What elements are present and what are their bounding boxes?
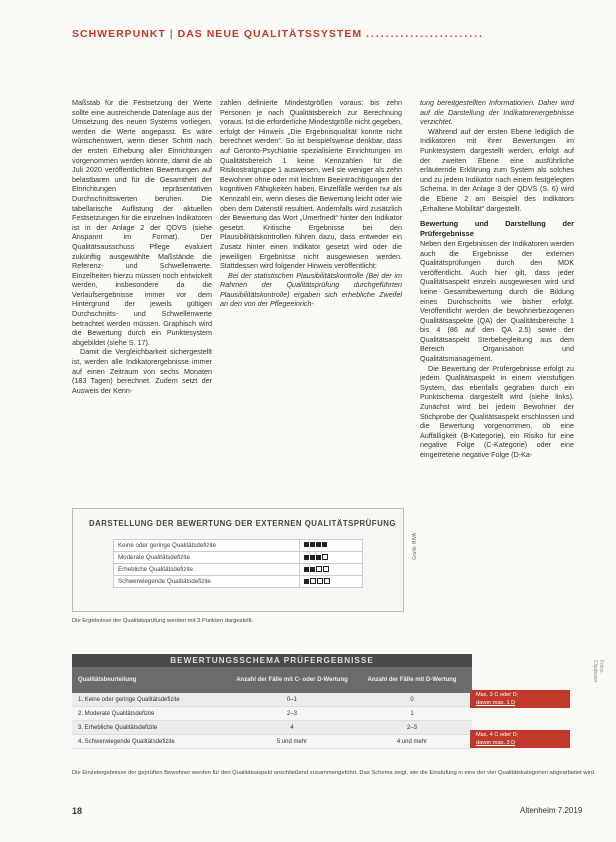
- paragraph: Damit die Vergleichbarkeit sichergestellt ist, werden alle Indikatorergebnisse immer auf einen Zeitraum von sechs Monaten (183 Tagen) berechnet. Zudem setzt der Ausweis der Kenn-: [72, 347, 212, 395]
- paragraph: Die Bewertung der Prüfergebnisse erfolgt zu jedem Qualitätsaspekt in einem vierstufigen System, das ebenfalls gegraben durch ein Punktschema dargestellt wird (siehe links). Zunächst wird bei jedem Bewohner der Stichprobe der Qualitätsaspekt erschlossen und die Bewertung vorgenommen, ob eine Auffälligkeit (B-Kategorie), ein Risiko für eine negative Folge (C-Kategorie) oder eine eingetretene negative Folge (D-Ka-: [420, 363, 574, 459]
- graphic-credit: Grafik: BIVA: [412, 532, 418, 560]
- rating-legend-table: [113, 539, 363, 588]
- filled-square: [310, 555, 315, 560]
- empty-square: [310, 578, 316, 584]
- scheme-header-cell: Qualitätsbeurteilung: [78, 677, 137, 683]
- filled-square: [310, 567, 315, 572]
- filled-square: [304, 542, 309, 547]
- scheme-cell: 1. Keine oder geringe Qualitätsdefizite: [78, 696, 180, 703]
- callout-line: Max. 3 C oder D,: [476, 692, 519, 698]
- scheme-table: [72, 654, 472, 749]
- empty-square: [323, 566, 329, 572]
- scheme-cell: 2. Moderate Qualitätsdefizite: [78, 710, 155, 717]
- filled-square: [322, 542, 327, 547]
- rating-squares: [300, 552, 363, 564]
- rating-legend-title: DARSTELLUNG DER BEWERTUNG DER EXTERNEN QUALITÄTSPRÜFUNG: [89, 519, 396, 528]
- text-column-2: [220, 98, 402, 309]
- scheme-cell: 2–3: [286, 710, 297, 717]
- callout-line: davon max. 3 D: [476, 740, 516, 746]
- empty-square: [324, 578, 330, 584]
- paragraph: zahlen definierte Mindestgrößen voraus: bis zehn Personen je nach Qualitätsbereich zur Berechnung voraus. Ist die erforderliche Mindestgröße nicht gegeben, erfolgt der Hinweis „Die Ergebnisqualität konnte nicht berechnet werden“. So ist beispielsweise denkbar, dass auf Geronto-Psychiatrie spezialisierte Einrichtungen im Qualitätsbereich 1 keine Kennzahlen für die Risikostratgruppe 1 ausweisen, weil sie weniger als zehn Bewohner ohne oder mit leichten Beeinträchtigungen der kognitiven Fähigkeiten haben. Einzelfälle werden nur als Kennzahl ein, wenn dieses die Bewertung leicht oder wie oben dem Datenstil resultiert. Andernfalls wird zusätzlich der Bewertung das Wort „Umerfriedt“ hinter den Indikator gesetzt. Kritische Ergebnisse bei den Plausibilitätskontrollen führen dazu, dass entweder ein Zusatz hinter einen Indikator gesetzt wird oder die jeweiligen Ergebnisse nicht ausgewiesen werden. Stattdessen wird folgender Hinweis veröffentlicht:: [220, 98, 402, 271]
- text-column-3: [420, 98, 574, 460]
- scheme-cell: 5 und mehr: [276, 738, 308, 745]
- photo-credit: Fotos: Clipdealer: [592, 660, 604, 683]
- scheme-row: [72, 707, 472, 721]
- rating-squares: [300, 540, 363, 552]
- paragraph: Während auf der ersten Ebene lediglich die Indikatoren mit ihrer Bewertungen im Punktesystem dargestellt werden, erfolgt auf der zweiten Ebene eine ausführliche erläuternde Erklärung zum System als solches und zu jedem Indikator nach einem festgelegten Schema. In der Anlage 3 der QDVS (S. 6) wird die Ebene 2 am Beispiel des Indikators „Erhaltene Mobilität“ dargestellt.: [420, 126, 574, 213]
- rating-label: Moderate Qualitätsdefizite: [114, 552, 300, 564]
- scheme-caption: Die Einzelergebnisse der geprüften Bewohner werden für den Qualitätsaspekt anschließend zusammengeführt. Das Schema zeigt, wie die Einstufung in eine der vier Qualitätskategorien abgearbeitet wird.: [72, 770, 596, 776]
- section-header: [72, 28, 602, 42]
- filled-square: [310, 542, 315, 547]
- subheading: Bewertung und Darstellung der Prüfergebnisse: [420, 219, 574, 238]
- threshold-callout-2: [470, 730, 570, 748]
- empty-square: [322, 554, 328, 560]
- scheme-row: [72, 693, 472, 707]
- rating-label: Schwerwiegende Qualitätsdefizite: [114, 576, 300, 588]
- filled-square: [304, 579, 309, 584]
- scheme-cell: 2–3: [406, 724, 417, 731]
- section-title: DAS NEUE QUALITÄTSSYSTEM: [177, 28, 363, 40]
- paragraph: Neben den Ergebnissen der Indikatoren werden auch die Ergebnisse der externen Qualitätsprüfungen durch den MDK veröffentlicht. Auch hier gilt, dass jeder Qualitätsaspekt einzeln ausgewiesen wird und keine Gesamtbewertung durch die Bildung eines Durchschnitts wie bisher erfolgt. Veröffentlicht werden die bewohnerbezogenen Qualitätsaspekte (QA) der Qualitätsbereiche 1 bis 4 (86 auf den QA 2.5) sowie der Qualitätsaspekt Sterbebegleitung aus dem Bereich Organisation und Qualitätsmanagement.: [420, 238, 574, 364]
- empty-square: [317, 578, 323, 584]
- scheme-body: [72, 693, 472, 749]
- section-dots: ........................: [366, 28, 485, 40]
- rating-row: [114, 576, 363, 588]
- scheme-header-row: [72, 667, 472, 693]
- scheme-row: [72, 721, 472, 735]
- paragraph: Maßstab für die Festsetzung der Werte sollte eine ausreichende Datenlage aus der Umsetzung des neuen Systems vorliegen, werden die Werte angepasst. Es wäre wünschenswert, wenn dieser Schritt nach der ersten Erhebung aller Einrichtungen vorgenommen werden könnte, damit die ab Juli 2020 veröffentlichten Bewertungen auf belastbaren und für die Gesamtheit der Einrichtungen repräsentativen Durchschnittswerten beruhen. Die tabellarische Auflistung der aktuellen Festsetzungen für die einzelnen Indikatoren ist in der Anlage 2 der QDVS (siehe Anspannt im Format). Der Qualitätsausschuss Pflege evaluiert zukünftig ausgewählte Maßstände die Referenz- und Schwellenwerte. Einzelheiten hierzu müssen noch entwickelt werden, insbesondere da die Verlaufsergebnisse immer vor dem Hintergrund der jeweils gültigen Durchschnitts- und Schwellenwerte betrachtet werden müssen. Graphisch wird die Bewertung durch ein Punktesystem abgebildet (siehe S. 17).: [72, 98, 212, 347]
- filled-square: [316, 555, 321, 560]
- section-separator: |: [169, 28, 174, 40]
- scheme-cell: 4: [290, 724, 294, 731]
- scheme-header-cell: Anzahl der Fälle mit D-Wertung: [367, 677, 457, 683]
- scheme-cell: 4 und mehr: [396, 738, 428, 745]
- scheme-cell: 0: [410, 696, 414, 703]
- callout-line: davon max. 1 D: [476, 700, 516, 706]
- callout-line: Max. 4 C oder D,: [476, 732, 519, 738]
- filled-square: [304, 567, 309, 572]
- filled-square: [316, 542, 321, 547]
- rating-row: [114, 564, 363, 576]
- scheme-cell: 0–1: [286, 696, 297, 703]
- rating-note: Die Ergebnisse der Qualitätsprüfung werden mit 3 Punkten dargestellt.: [72, 618, 254, 624]
- paragraph: tung bereitgestellten Informationen. Daher wird auf die Darstellung der Indikatorenergebnisse verzichtet.: [420, 98, 574, 127]
- rating-squares: [300, 564, 363, 576]
- scheme-cell: 1: [410, 710, 414, 717]
- text-column-1: [72, 98, 212, 395]
- magazine-footer: Altenheim 7.2019: [520, 806, 583, 815]
- rating-row: [114, 552, 363, 564]
- scheme-title: BEWERTUNGSSCHEMA PRÜFERGEBNISSE: [72, 654, 472, 667]
- quote-paragraph: Bei der statistischen Plausibilitätskontrolle (Bei der im Rahmen der Qualitätsprüfung durchgeführten Plausibilitätskontrolle) ergaben sich erhebliche Zweifel an den von der Pflegeeinrich-: [220, 270, 402, 309]
- rating-legend-box: [72, 508, 404, 612]
- rating-label: Keine oder geringe Qualitätsdefizite: [114, 540, 300, 552]
- section-label: SCHWERPUNKT: [72, 28, 166, 40]
- empty-square: [316, 566, 322, 572]
- scheme-header-cell: Anzahl der Fälle mit C- oder D-Wertung: [236, 677, 348, 683]
- rating-label: Erhebliche Qualitätsdefizite: [114, 564, 300, 576]
- rating-squares: [300, 576, 363, 588]
- scheme-cell: 3. Erhebliche Qualitätsdefizite: [78, 724, 158, 731]
- threshold-callout-1: [470, 690, 570, 708]
- rating-row: [114, 540, 363, 552]
- scheme-row: [72, 735, 472, 749]
- scheme-cell: 4. Schwerwiegende Qualitätsdefizite: [78, 738, 175, 745]
- filled-square: [304, 555, 309, 560]
- page-number: 18: [72, 806, 83, 816]
